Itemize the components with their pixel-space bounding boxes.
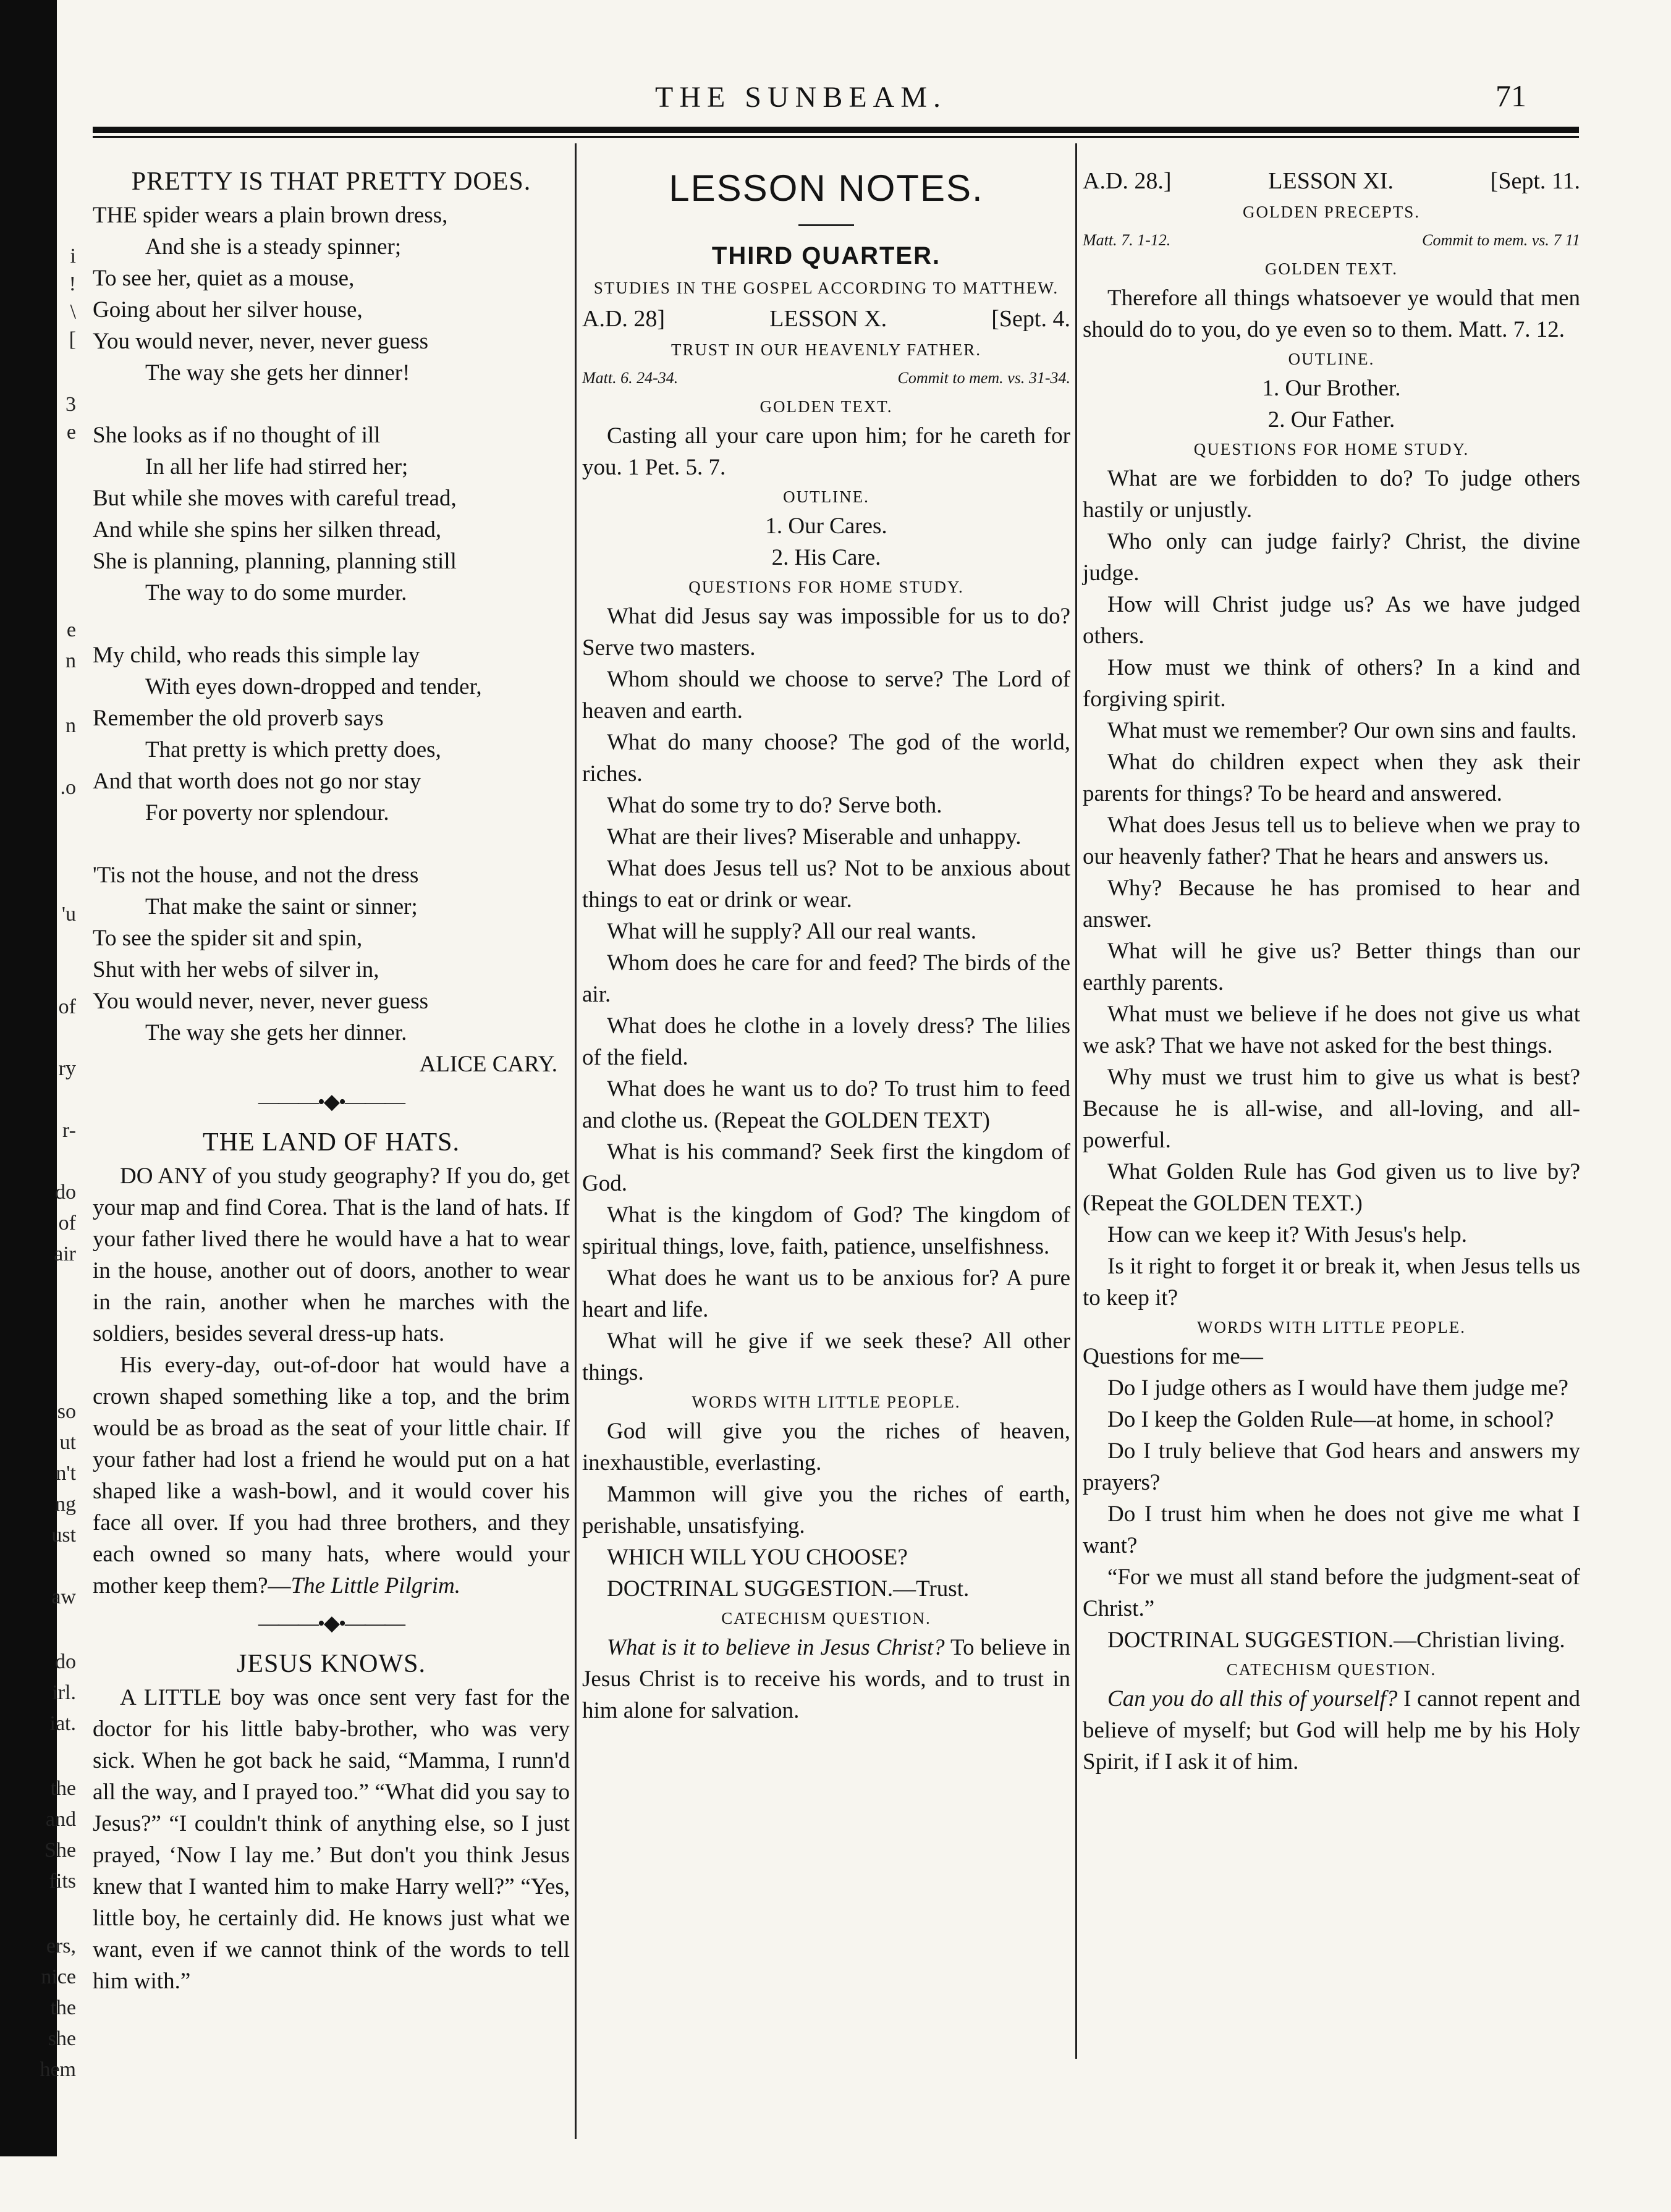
golden-text: Casting all your care upon him; for he careth for you. 1 Pet. 5. 7. bbox=[582, 423, 1070, 480]
margin-fragment: r- bbox=[62, 1119, 76, 1142]
commit-ref: Commit to mem. vs. 7 11 bbox=[1422, 231, 1580, 249]
scripture-line bbox=[582, 363, 1070, 393]
short-rule bbox=[798, 224, 854, 226]
question-item: What will he give if we seek these? All other things. bbox=[582, 1328, 1070, 1385]
margin-fragment: nice bbox=[41, 1965, 76, 1988]
margin-fragment: i bbox=[70, 245, 76, 268]
left-margin-fragments bbox=[5, 222, 76, 2138]
poem-line: But while she moves with careful tread, bbox=[93, 486, 457, 511]
words-item: WHICH WILL YOU CHOOSE? bbox=[607, 1545, 908, 1570]
margin-fragment: ust bbox=[51, 1524, 76, 1547]
margin-fragment: [ bbox=[69, 328, 76, 351]
column-left bbox=[93, 164, 570, 1997]
poem-line: My child, who reads this simple lay bbox=[93, 643, 420, 668]
poem-pretty-is bbox=[93, 164, 570, 1080]
margin-fragment: 3 bbox=[66, 393, 76, 416]
poem-line: THE spider wears a plain brown dress, bbox=[93, 203, 448, 228]
words-item: Do I judge others as I would have them judge me? bbox=[1107, 1375, 1568, 1401]
margin-fragment: irl. bbox=[52, 1681, 76, 1704]
catechism-heading: CATECHISM QUESTION. bbox=[1226, 1660, 1437, 1679]
margin-fragment: n bbox=[66, 649, 76, 672]
margin-fragment: e bbox=[66, 618, 76, 641]
poem-line: That make the saint or sinner; bbox=[145, 894, 418, 919]
lesson-title: GOLDEN PRECEPTS. bbox=[1242, 203, 1421, 221]
margin-fragment: do bbox=[55, 1181, 76, 1204]
margin-fragment: air bbox=[54, 1243, 76, 1265]
questions-heading: QUESTIONS FOR HOME STUDY. bbox=[688, 578, 964, 596]
margin-fragment: ry bbox=[58, 1057, 76, 1080]
lesson-title: TRUST IN OUR HEAVENLY FATHER. bbox=[671, 340, 982, 359]
question-item: What will he supply? All our real wants. bbox=[607, 919, 977, 944]
poem-line: She is planning, planning, planning still bbox=[93, 549, 457, 574]
question-item: What must we believe if he does not give us what we ask? That we have not asked for the best things. bbox=[1083, 1002, 1580, 1058]
margin-fragment: fits bbox=[49, 1870, 76, 1893]
question-item: Whom does he care for and feed? The birds of the air. bbox=[582, 950, 1070, 1007]
question-item: What do some try to do? Serve both. bbox=[607, 793, 942, 818]
poem-line: 'Tis not the house, and not the dress bbox=[93, 863, 419, 888]
outline-heading: OUTLINE. bbox=[1288, 350, 1375, 368]
outline-item: 2. His Care. bbox=[771, 545, 881, 570]
poem-line: For poverty nor splendour. bbox=[145, 800, 389, 825]
margin-fragment: 'u bbox=[61, 903, 76, 926]
article-jesus-knows bbox=[93, 1646, 570, 1997]
poem-line: The way to do some murder. bbox=[145, 580, 407, 606]
doctrinal-suggestion: DOCTRINAL SUGGESTION.—Trust. bbox=[607, 1576, 970, 1602]
words-heading: WORDS WITH LITTLE PEOPLE. bbox=[692, 1393, 961, 1411]
poem-line: And she is a steady spinner; bbox=[145, 234, 402, 260]
margin-fragment: n't bbox=[56, 1462, 76, 1485]
lesson-day: [Sept. 4. bbox=[991, 306, 1070, 332]
catechism-text bbox=[582, 1632, 1070, 1726]
question-item: What did Jesus say was impossible for us to do? Serve two masters. bbox=[582, 604, 1070, 661]
question-item: What will he give us? Better things than our earthly parents. bbox=[1083, 939, 1580, 995]
running-head: THE SUNBEAM. bbox=[655, 81, 947, 114]
poem-line: That pretty is which pretty does, bbox=[145, 737, 441, 762]
commit-ref: Commit to mem. vs. 31-34. bbox=[897, 369, 1070, 387]
margin-fragment: \ bbox=[70, 300, 76, 323]
words-item: Mammon will give you the riches of earth, perishable, unsatisfying. bbox=[582, 1482, 1070, 1539]
margin-fragment: and bbox=[45, 1808, 76, 1831]
quarter-heading: THIRD QUARTER. bbox=[711, 242, 941, 269]
lesson-header bbox=[582, 302, 1070, 336]
question-item: What is his command? Seek first the kingdom of God. bbox=[582, 1139, 1070, 1196]
outline-item: 1. Our Brother. bbox=[1262, 376, 1401, 401]
lesson-date: A.D. 28.] bbox=[1083, 168, 1172, 194]
margin-fragment: aw bbox=[51, 1585, 76, 1608]
question-item: Is it right to forget it or break it, when Jesus tells us to keep it? bbox=[1083, 1254, 1580, 1311]
margin-fragment: hem bbox=[40, 2058, 76, 2081]
outline-heading: OUTLINE. bbox=[783, 488, 869, 506]
poem-line: The way she gets her dinner! bbox=[145, 360, 410, 386]
question-item: What do many choose? The god of the world, riches. bbox=[582, 730, 1070, 787]
question-item: What does he want us to do? To trust him to feed and clothe us. (Repeat the GOLDEN TEXT) bbox=[582, 1076, 1070, 1133]
question-item: What do children expect when they ask their parents for things? To be heard and answered. bbox=[1083, 749, 1580, 806]
poem-line: She looks as if no thought of ill bbox=[93, 423, 381, 448]
question-item: Whom should we choose to serve? The Lord of heaven and earth. bbox=[582, 667, 1070, 724]
margin-fragment: She bbox=[44, 1839, 76, 1862]
poem-line: To see the spider sit and spin, bbox=[93, 926, 363, 951]
question-item: Who only can judge fairly? Christ, the divine judge. bbox=[1083, 529, 1580, 586]
words-heading: WORDS WITH LITTLE PEOPLE. bbox=[1197, 1318, 1466, 1336]
poem-line: With eyes down-dropped and tender, bbox=[145, 674, 482, 699]
margin-fragment: .o bbox=[60, 776, 76, 799]
poem-line: The way she gets her dinner. bbox=[145, 1020, 407, 1045]
poem-line: Shut with her webs of silver in, bbox=[93, 957, 379, 982]
catechism-question: Can you do all this of yourself? bbox=[1107, 1686, 1398, 1712]
margin-fragment: n bbox=[66, 714, 76, 737]
article-paragraph bbox=[93, 1349, 570, 1602]
catechism-answer: To believe in Jesus Christ is to receive his words, and to trust in him alone for salvation. bbox=[582, 1635, 1071, 1723]
words-item: Do I trust him when he does not give me what I want? bbox=[1083, 1501, 1580, 1558]
margin-fragment: ng bbox=[55, 1493, 76, 1516]
margin-fragment: she bbox=[48, 2027, 76, 2050]
catechism-answer: I cannot repent and believe of myself; but God will help me by his Holy Spirit, if I ask it of him. bbox=[1083, 1686, 1580, 1775]
page-number: 71 bbox=[1495, 78, 1526, 113]
questions-heading: QUESTIONS FOR HOME STUDY. bbox=[1193, 440, 1470, 458]
question-item: What are we forbidden to do? To judge others hastily or unjustly. bbox=[1083, 466, 1580, 523]
margin-fragment: of bbox=[58, 995, 76, 1018]
margin-fragment: the bbox=[50, 1777, 76, 1800]
article-title: THE LAND OF HATS. bbox=[203, 1128, 460, 1157]
question-item: What does he clothe in a lovely dress? The lilies of the field. bbox=[582, 1013, 1070, 1070]
header-rule-thin bbox=[93, 136, 1579, 138]
lesson-date: A.D. 28] bbox=[582, 306, 666, 332]
poem-line: Going about her silver house, bbox=[93, 297, 363, 323]
words-item: “For we must all stand before the judgment-seat of Christ.” bbox=[1083, 1564, 1580, 1621]
header-rule bbox=[93, 127, 1579, 133]
article-paragraph: A LITTLE boy was once sent very fast for the doctor for his little baby-brother, who was very sick. When he got back he said, “Mamma, I runn'd all the way, and I prayed too.” “What did you say to Jesus?” “I couldn't think of anything else, so I just prayed, ‘Now I lay me.’ But don't you think Jesus knew that I wanted him to make Harry well?” “Yes, little boy, he certainly did. He knows just what we want, even if we cannot think of the words to tell him with.” bbox=[93, 1685, 570, 1994]
question-item: What must we remember? Our own sins and faults. bbox=[1107, 718, 1577, 743]
column-divider bbox=[1075, 143, 1077, 2059]
section-ornament: ———•◆•——— bbox=[258, 1091, 404, 1113]
margin-fragment: iat. bbox=[49, 1712, 76, 1735]
question-item: What does Jesus tell us to believe when we pray to our heavenly father? That he hears and answers us. bbox=[1083, 813, 1580, 869]
question-item: What does Jesus tell us? Not to be anxious about things to eat or drink or wear. bbox=[582, 856, 1070, 913]
lesson-number: LESSON X. bbox=[769, 306, 887, 332]
question-item: What is the kingdom of God? The kingdom of spiritual things, love, faith, patience, unselfishness. bbox=[582, 1202, 1070, 1259]
golden-text-heading: GOLDEN TEXT. bbox=[759, 397, 893, 416]
margin-fragment: ers, bbox=[46, 1935, 76, 1957]
words-item: Do I keep the Golden Rule—at home, in school? bbox=[1107, 1407, 1554, 1432]
section-title: LESSON NOTES. bbox=[669, 167, 984, 209]
column-divider bbox=[575, 143, 577, 2139]
article-land-of-hats bbox=[93, 1125, 570, 1602]
question-item: How can we keep it? With Jesus's help. bbox=[1107, 1222, 1467, 1247]
margin-fragment: the bbox=[50, 1996, 76, 2019]
question-item: How will Christ judge us? As we have judged others. bbox=[1083, 592, 1580, 649]
words-intro: Questions for me— bbox=[1083, 1344, 1263, 1369]
poem-line: To see her, quiet as a mouse, bbox=[93, 266, 355, 291]
paragraph-text: His every-day, out-of-door hat would have a crown shaped something like a top, and the brim would be as broad as the seat of your little chair. If your father had lost a friend he would put on a hat shaped like a wash-bowl, and it would cover his face all over. If you had three brothers, and they each owned so many hats, where would your mother keep them?— bbox=[93, 1353, 570, 1598]
poem-line: In all her life had stirred her; bbox=[145, 454, 408, 479]
scripture-line bbox=[1083, 226, 1580, 255]
question-item: What are their lives? Miserable and unhappy. bbox=[607, 824, 1022, 850]
article-title: JESUS KNOWS. bbox=[236, 1650, 426, 1678]
outline-item: 2. Our Father. bbox=[1267, 407, 1395, 433]
margin-fragment: do bbox=[55, 1650, 76, 1673]
margin-fragment: e bbox=[66, 421, 76, 444]
words-item: Do I truly believe that God hears and answers my prayers? bbox=[1083, 1438, 1580, 1495]
outline-item: 1. Our Cares. bbox=[765, 513, 887, 539]
margin-fragment: ut bbox=[59, 1431, 76, 1454]
doctrinal-suggestion: DOCTRINAL SUGGESTION.—Christian living. bbox=[1107, 1627, 1565, 1653]
lesson-day: [Sept. 11. bbox=[1490, 168, 1580, 194]
section-ornament: ———•◆•——— bbox=[258, 1612, 404, 1635]
question-item: Why? Because he has promised to hear and answer. bbox=[1083, 876, 1580, 932]
words-item: God will give you the riches of heaven, inexhaustible, everlasting. bbox=[582, 1419, 1070, 1475]
studies-heading: STUDIES IN THE GOSPEL ACCORDING TO MATTHEW. bbox=[593, 279, 1059, 297]
question-item: What Golden Rule has God given us to live by? (Repeat the GOLDEN TEXT.) bbox=[1083, 1159, 1580, 1216]
lesson-number: LESSON XI. bbox=[1268, 168, 1394, 194]
poem-body bbox=[93, 200, 570, 1049]
lesson-header bbox=[1083, 164, 1580, 198]
golden-text-heading: GOLDEN TEXT. bbox=[1265, 260, 1398, 278]
column-right bbox=[1083, 164, 1580, 1778]
margin-fragment: so bbox=[57, 1400, 76, 1423]
catechism-text bbox=[1083, 1683, 1580, 1778]
question-item: What does he want us to be anxious for? A pure heart and life. bbox=[582, 1265, 1070, 1322]
poem-line: And that worth does not go nor stay bbox=[93, 769, 421, 794]
article-source: The Little Pilgrim. bbox=[290, 1573, 460, 1598]
golden-text: Therefore all things whatsoever ye would that men should do to you, do ye even so to them. Matt. 7. 12. bbox=[1083, 285, 1580, 342]
poem-author: ALICE CARY. bbox=[419, 1052, 557, 1077]
question-item: Why must we trust him to give us what is best? Because he is all-wise, and all-loving, and all-powerful. bbox=[1083, 1065, 1580, 1153]
poem-title: PRETTY IS THAT PRETTY DOES. bbox=[131, 167, 531, 196]
scripture-ref: Matt. 6. 24-34. bbox=[582, 369, 679, 387]
margin-fragment: ! bbox=[69, 272, 76, 295]
poem-line: Remember the old proverb says bbox=[93, 706, 384, 731]
margin-fragment: of bbox=[58, 1212, 76, 1235]
poem-line: You would never, never, never guess bbox=[93, 989, 429, 1014]
column-middle bbox=[582, 164, 1070, 1726]
catechism-heading: CATECHISM QUESTION. bbox=[721, 1609, 931, 1627]
catechism-question: What is it to believe in Jesus Christ? bbox=[607, 1635, 945, 1660]
scripture-ref: Matt. 7. 1-12. bbox=[1083, 231, 1171, 249]
article-paragraph: DO ANY of you study geography? If you do, get your map and find Corea. That is the land of hats. If your father lived there he would have a hat to wear in the house, another out of doors, another to wear in the rain, another when he marches with the soldiers, besides several dress-up hats. bbox=[93, 1163, 570, 1346]
poem-line: You would never, never, never guess bbox=[93, 329, 429, 354]
poem-line: And while she spins her silken thread, bbox=[93, 517, 442, 542]
question-item: How must we think of others? In a kind and forgiving spirit. bbox=[1083, 655, 1580, 712]
